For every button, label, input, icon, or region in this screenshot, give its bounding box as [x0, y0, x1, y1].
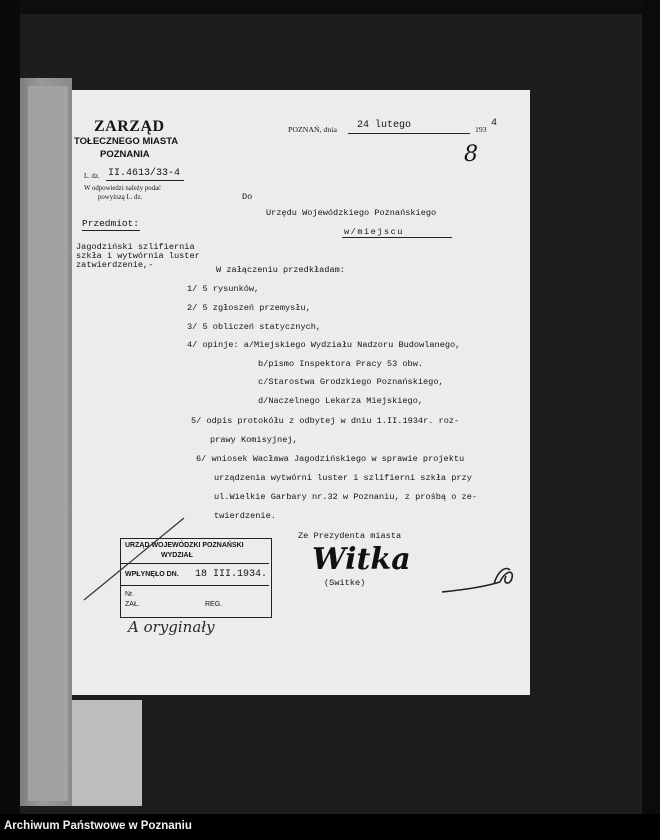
archive-footer — [0, 814, 660, 840]
film-border-left — [0, 0, 20, 814]
ref-note-1: W odpowiedzi należy podać — [84, 185, 162, 192]
stamp-received-label: WPŁYNĘŁO DN. — [125, 571, 179, 578]
subject-underline — [82, 230, 140, 231]
signature-name: (Switke) — [324, 578, 366, 588]
body-line: 2/ 5 zgłoszeń przemysłu, — [187, 303, 311, 313]
film-border-top — [0, 0, 660, 14]
stamp-line-2: WYDZIAŁ — [161, 552, 193, 559]
subject-line-3: zatwierdzenie,- — [76, 260, 154, 270]
body-intro: W załączeniu przedkładam: — [216, 265, 345, 275]
body-line: prawy Komisyjnej, — [210, 435, 298, 445]
ref-prefix: L. dz. — [84, 173, 100, 180]
stamp-line-1: URZĄD WOJEWÓDZKI POZNAŃSKI — [125, 542, 244, 549]
body-line: 1/ 5 rysunków, — [187, 284, 260, 294]
addressee-to: Do — [242, 192, 253, 202]
year-digit: 4 — [491, 118, 498, 129]
body-line: 3/ 5 obliczeń statycznych, — [187, 322, 322, 332]
body-line: 6/ wniosek Wacława Jagodzińskiego w sprawie projektu — [196, 454, 465, 464]
stamp-received-date: 18 III.1934. — [195, 569, 268, 580]
body-line: ul.Wielkie Garbary nr.32 w Poznaniu, z prośbą o ze- — [214, 492, 478, 502]
stamp-reg-label: REG. — [205, 601, 223, 608]
stamp-nr-label: Nr. — [125, 591, 134, 598]
body-line: d/Naczelnego Lekarza Miejskiego, — [258, 396, 424, 406]
initials-scribble — [440, 562, 524, 598]
place-label: POZNAŃ, dnia — [288, 125, 337, 134]
body-line: 4/ opinje: a/Miejskiego Wydziału Nadzoru Budowlanego, — [187, 340, 461, 350]
folder-edge — [72, 700, 142, 806]
letterhead-line-3: POZNANIA — [100, 149, 150, 160]
stamp-zal-label: ZAŁ. — [125, 601, 140, 608]
body-line: 5/ odpis protokółu z odbytej w dniu 1.II.1934r. roz- — [191, 416, 460, 426]
body-line: b/pismo Inspektora Pracy 53 obw. — [258, 359, 424, 369]
subject-line-2: szkła i wytwórnia luster — [76, 251, 200, 261]
date-underline — [348, 133, 470, 134]
body-line: c/Starostwa Grodzkiego Poznańskiego, — [258, 377, 444, 387]
body-line: twierdzenie. — [214, 511, 276, 521]
date-day-month: 24 lutego — [357, 120, 412, 131]
subject-line-1: Jagodziński szlifiernia — [76, 242, 195, 252]
archive-name: Archiwum Państwowe w Poznaniu — [4, 820, 192, 832]
year-prefix: 193 — [475, 125, 487, 134]
reference-number: II.4613/33-4 — [108, 168, 181, 179]
body-line: urządzenia wytwórni luster i szlifierni szkła przy — [214, 473, 472, 483]
addressee-line-2: w/miejscu — [344, 227, 404, 237]
underlying-page-inner — [28, 86, 68, 801]
handwritten-annotation: A oryginały — [128, 618, 215, 636]
letter-document — [72, 90, 530, 695]
film-border-right — [642, 0, 660, 814]
addressee-underline — [342, 237, 452, 238]
ref-note-2: powyższą L. dz. — [98, 194, 143, 201]
letterhead-title: ZARZĄD — [94, 118, 165, 135]
letterhead-line-2: TOŁECZNEGO MIASTA — [74, 136, 179, 147]
handwritten-signature: Witka — [312, 542, 411, 577]
handwritten-folio-number: 8 — [464, 142, 478, 167]
addressee-line-1: Urzędu Wojewódzkiego Poznańskiego — [266, 208, 437, 218]
diagonal-pencil-stroke — [80, 514, 190, 604]
subject-label: Przedmiot: — [82, 218, 140, 229]
ref-underline — [106, 180, 184, 181]
signature-for: Ze Prezydenta miasta — [298, 531, 402, 541]
